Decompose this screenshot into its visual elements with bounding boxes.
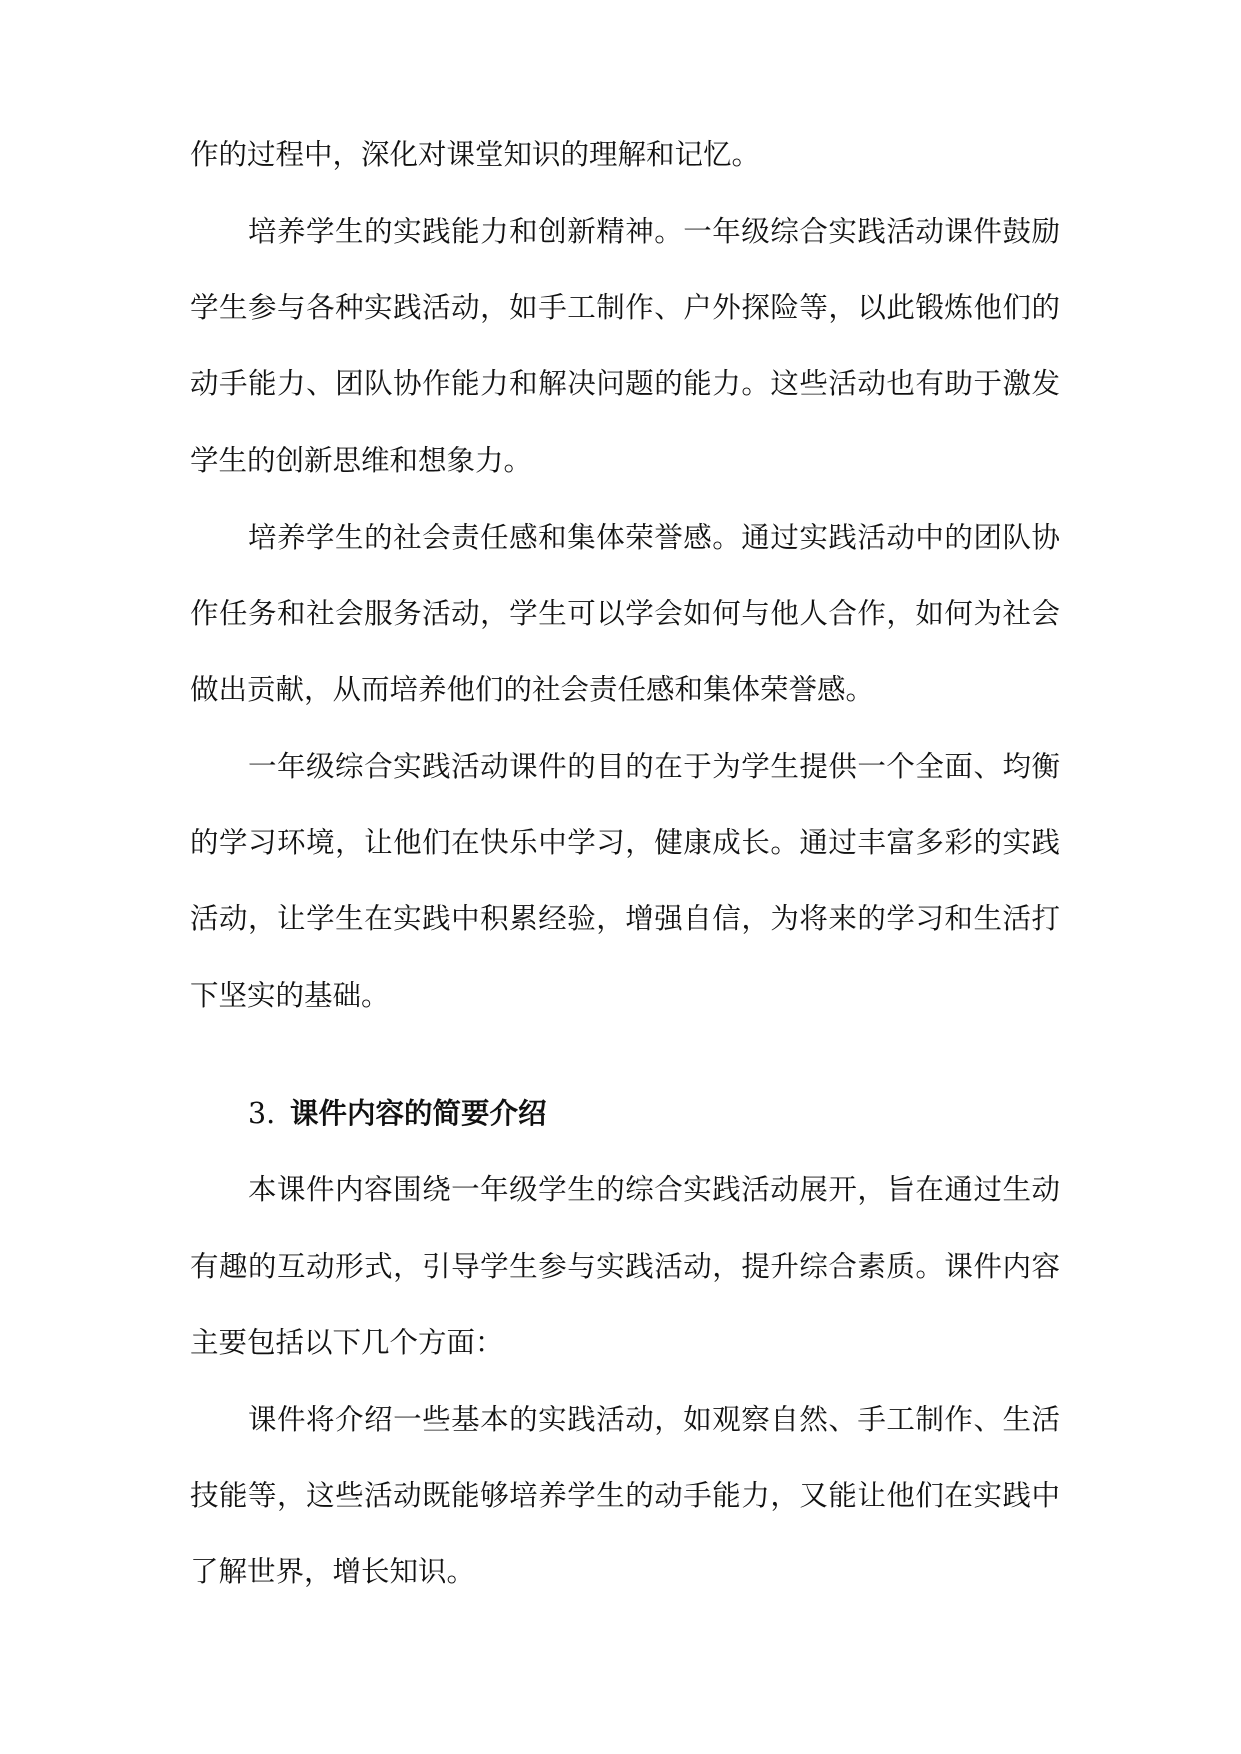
section-heading — [248, 1093, 547, 1133]
paragraph-social-line-3: 做出贡献，从而培养他们的社会责任感和集体荣誉感。 — [190, 673, 875, 706]
paragraph-purpose-line-4: 下坚实的基础。 — [190, 979, 390, 1012]
paragraph-practice-line-2: 学生参与各种实践活动，如手工制作、户外探险等，以此锻炼他们的 — [190, 291, 1060, 324]
paragraph-purpose-line-2: 的学习环境，让他们在快乐中学习，健康成长。通过丰富多彩的实践 — [190, 826, 1060, 859]
paragraph-practice-line-1: 培养学生的实践能力和创新精神。一年级综合实践活动课件鼓励 — [248, 215, 1060, 248]
paragraph-social-line-1: 培养学生的社会责任感和集体荣誉感。通过实践活动中的团队协 — [248, 521, 1060, 554]
section-title: 课件内容的简要介绍 — [290, 1096, 547, 1130]
paragraph-purpose-line-1: 一年级综合实践活动课件的目的在于为学生提供一个全面、均衡 — [248, 750, 1060, 783]
section-number: 3. — [248, 1097, 276, 1130]
paragraph-social-line-2: 作任务和社会服务活动，学生可以学会如何与他人合作，如何为社会 — [190, 597, 1060, 630]
paragraph-activities-line-1: 课件将介绍一些基本的实践活动，如观察自然、手工制作、生活 — [248, 1403, 1060, 1436]
paragraph-overview-line-1: 本课件内容围绕一年级学生的综合实践活动展开，旨在通过生动 — [248, 1173, 1060, 1206]
paragraph-purpose-line-3: 活动，让学生在实践中积累经验，增强自信，为将来的学习和生活打 — [190, 902, 1060, 935]
paragraph-overview-line-2: 有趣的互动形式，引导学生参与实践活动，提升综合素质。课件内容 — [190, 1250, 1060, 1283]
paragraph-practice-line-4: 学生的创新思维和想象力。 — [190, 444, 533, 477]
paragraph-activities-line-3: 了解世界，增长知识。 — [190, 1555, 476, 1588]
paragraph-overview-line-3: 主要包括以下几个方面： — [190, 1326, 504, 1359]
paragraph-practice-line-3: 动手能力、团队协作能力和解决问题的能力。这些活动也有助于激发 — [190, 367, 1060, 400]
paragraph-activities-line-2: 技能等，这些活动既能够培养学生的动手能力，又能让他们在实践中 — [190, 1479, 1060, 1512]
paragraph-continuation-line-1: 作的过程中，深化对课堂知识的理解和记忆。 — [190, 138, 761, 171]
